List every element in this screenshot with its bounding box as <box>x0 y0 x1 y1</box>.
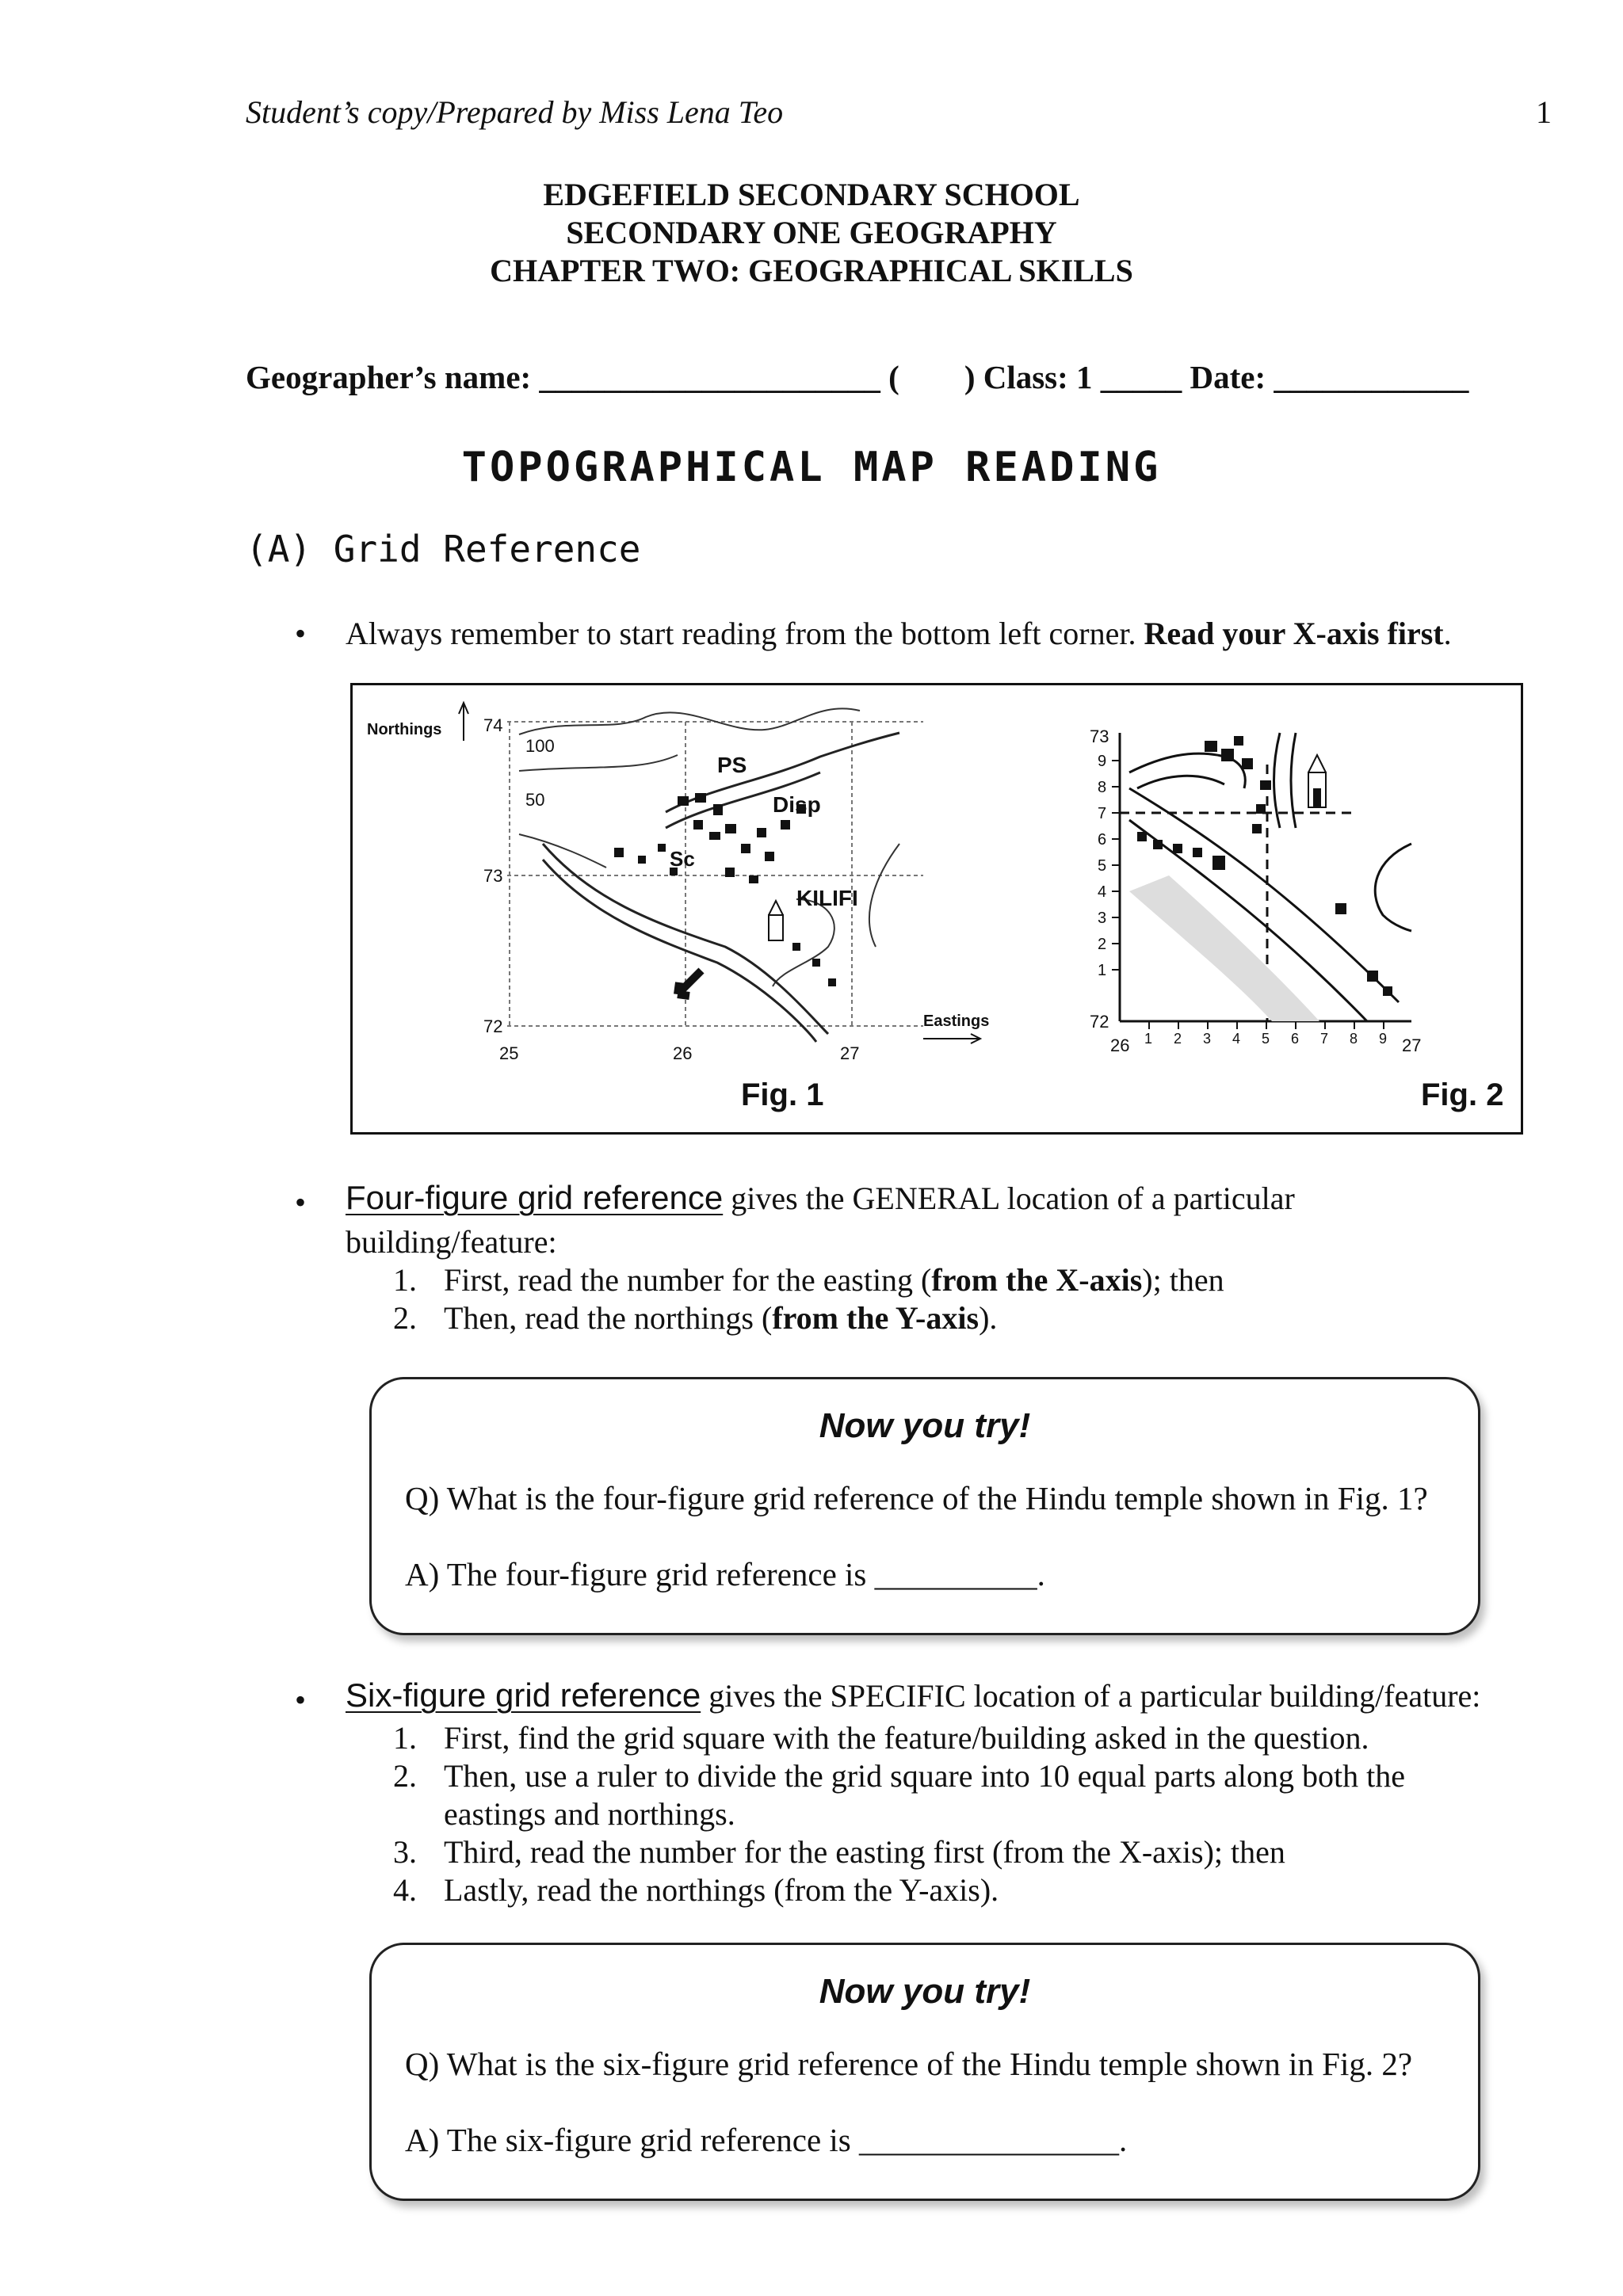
fig1-y-tick: 73 <box>483 866 503 886</box>
school-name: EDGEFIELD SECONDARY SCHOOL <box>543 177 1080 212</box>
step1-text: First, read the number for the easting ( <box>444 1262 932 1298</box>
fig2-y-minor: 2 <box>1098 936 1107 953</box>
six-figure-step-num: 3. <box>393 1834 417 1870</box>
fig2-y-minor: 9 <box>1098 753 1107 770</box>
bullet-icon: • <box>295 1682 307 1718</box>
six-figure-step: First, find the grid square with the feature/building asked in the question. <box>444 1720 1369 1756</box>
chapter-title: CHAPTER TWO: GEOGRAPHICAL SKILLS <box>490 253 1133 288</box>
fig1-eastings-label: Eastings <box>923 1013 990 1030</box>
try-card-six-figure <box>369 1943 1480 2201</box>
fig2-x-major: 26 <box>1110 1035 1130 1055</box>
tip-bold: Read your X-axis first <box>1144 616 1444 651</box>
four-figure-step-2 <box>444 1299 997 1337</box>
fig2-y-minor: 8 <box>1098 779 1107 796</box>
step2-bold: from the Y-axis <box>772 1300 980 1336</box>
page-header-credit: Student’s copy/Prepared by Miss Lena Teo <box>246 94 784 130</box>
fig1-y-tick: 74 <box>483 715 503 735</box>
six-figure-step: Then, use a ruler to divide the grid square into 10 equal parts along both the <box>444 1758 1406 1794</box>
fig1-place-label: PS <box>717 753 747 777</box>
six-figure-step-num: 1. <box>393 1720 417 1756</box>
fig1-place-label: Sc <box>670 847 695 871</box>
step2-text: Then, read the northings ( <box>444 1300 773 1336</box>
four-figure-bullet <box>346 1179 1582 1217</box>
fig2-y-minor: 1 <box>1098 962 1107 979</box>
fig2-x-minor: 6 <box>1291 1031 1300 1047</box>
try-card-question: Q) What is the six-figure grid reference of the Hindu temple shown in Fig. 2? <box>405 2046 1413 2082</box>
fig2-y-major: 73 <box>1090 727 1109 746</box>
student-info-row: Geographer’s name: _____________________ ( ) Class: 1 _____ Date: ____________ <box>246 359 1469 395</box>
fig1-label: Fig. 1 <box>741 1077 824 1112</box>
four-figure-step-1 <box>444 1261 1224 1299</box>
fig1-place-label: KILIFI <box>796 886 858 910</box>
step2-end: ). <box>979 1300 998 1336</box>
main-title: TOPOGRAPHICAL MAP READING <box>461 444 1162 491</box>
try-card-title: Now you try! <box>819 1972 1031 2011</box>
fig1-contour-label: 100 <box>525 736 555 756</box>
six-figure-desc: gives the SPECIFIC location of a particular building/feature: <box>701 1678 1481 1714</box>
subject-title: SECONDARY ONE GEOGRAPHY <box>566 215 1057 250</box>
tip-end: . <box>1443 616 1452 651</box>
step1-bold: from the X-axis <box>931 1262 1143 1298</box>
fig2-y-minor: 3 <box>1098 910 1107 927</box>
six-figure-step: Third, read the number for the easting first (from the X-axis); then <box>444 1834 1285 1870</box>
section-a-heading: (A) Grid Reference <box>246 528 641 570</box>
four-figure-desc-line2: building/feature: <box>346 1224 557 1260</box>
fig2-x-minor: 9 <box>1379 1031 1388 1047</box>
step1-end: ); then <box>1142 1262 1224 1298</box>
four-figure-step-num: 1. <box>393 1262 417 1298</box>
fig2-label: Fig. 2 <box>1421 1077 1504 1112</box>
fig2-x-minor: 2 <box>1174 1031 1182 1047</box>
fig1-y-tick: 72 <box>483 1016 503 1036</box>
fig2-x-minor: 7 <box>1320 1031 1329 1047</box>
bullet-icon: • <box>295 616 307 651</box>
bullet-reading-tip <box>346 615 1452 652</box>
fig2-x-minor: 5 <box>1262 1031 1270 1047</box>
north-arrow-icon <box>459 703 468 741</box>
fig2-y-minor: 4 <box>1098 883 1107 901</box>
fig1-place-label: Disp <box>773 792 821 817</box>
fig1-x-tick: 26 <box>673 1043 693 1063</box>
page-number: 1 <box>1536 94 1552 130</box>
bullet-icon: • <box>295 1184 307 1220</box>
six-figure-term: Six-figure grid reference <box>346 1676 701 1714</box>
tip-text: Always remember to start reading from the bottom left corner. <box>346 616 1144 651</box>
fig1-map <box>353 685 1034 1129</box>
fig1-x-tick: 27 <box>840 1043 860 1063</box>
figure-box <box>350 683 1523 1135</box>
fig2-x-major: 27 <box>1402 1035 1422 1055</box>
fig2-x-minor: 1 <box>1144 1031 1153 1047</box>
fig2-map <box>1034 685 1522 1129</box>
four-figure-term: Four-figure grid reference <box>346 1179 724 1216</box>
six-figure-step-num: 4. <box>393 1872 417 1908</box>
fig2-y-minor: 5 <box>1098 857 1107 875</box>
six-figure-step-num: 2. <box>393 1758 417 1794</box>
fig2-x-minor: 4 <box>1232 1031 1241 1047</box>
try-card-answer: A) The four-figure grid reference is __________. <box>405 1556 1045 1592</box>
four-figure-step-num: 2. <box>393 1300 417 1336</box>
east-arrow-icon <box>923 1034 980 1043</box>
four-figure-desc: gives the GENERAL location of a particular <box>723 1180 1295 1216</box>
try-card-question: Q) What is the four-figure grid reference of the Hindu temple shown in Fig. 1? <box>405 1480 1428 1516</box>
try-card-four-figure <box>369 1377 1480 1635</box>
fig1-x-tick: 25 <box>499 1043 519 1063</box>
fig2-y-minor: 7 <box>1098 805 1107 822</box>
fig1-contour-label: 50 <box>525 790 545 810</box>
fig2-y-minor: 6 <box>1098 831 1107 849</box>
try-card-title: Now you try! <box>819 1406 1031 1445</box>
six-figure-step-cont: eastings and northings. <box>444 1796 735 1832</box>
try-card-answer: A) The six-figure grid reference is ________________. <box>405 2122 1128 2158</box>
six-figure-step: Lastly, read the northings (from the Y-axis). <box>444 1872 999 1908</box>
fig1-northings-label: Northings <box>367 721 442 738</box>
six-figure-bullet <box>346 1676 1598 1714</box>
fig2-x-minor: 3 <box>1203 1031 1212 1047</box>
fig2-x-minor: 8 <box>1350 1031 1358 1047</box>
fig2-y-major: 72 <box>1090 1012 1109 1032</box>
